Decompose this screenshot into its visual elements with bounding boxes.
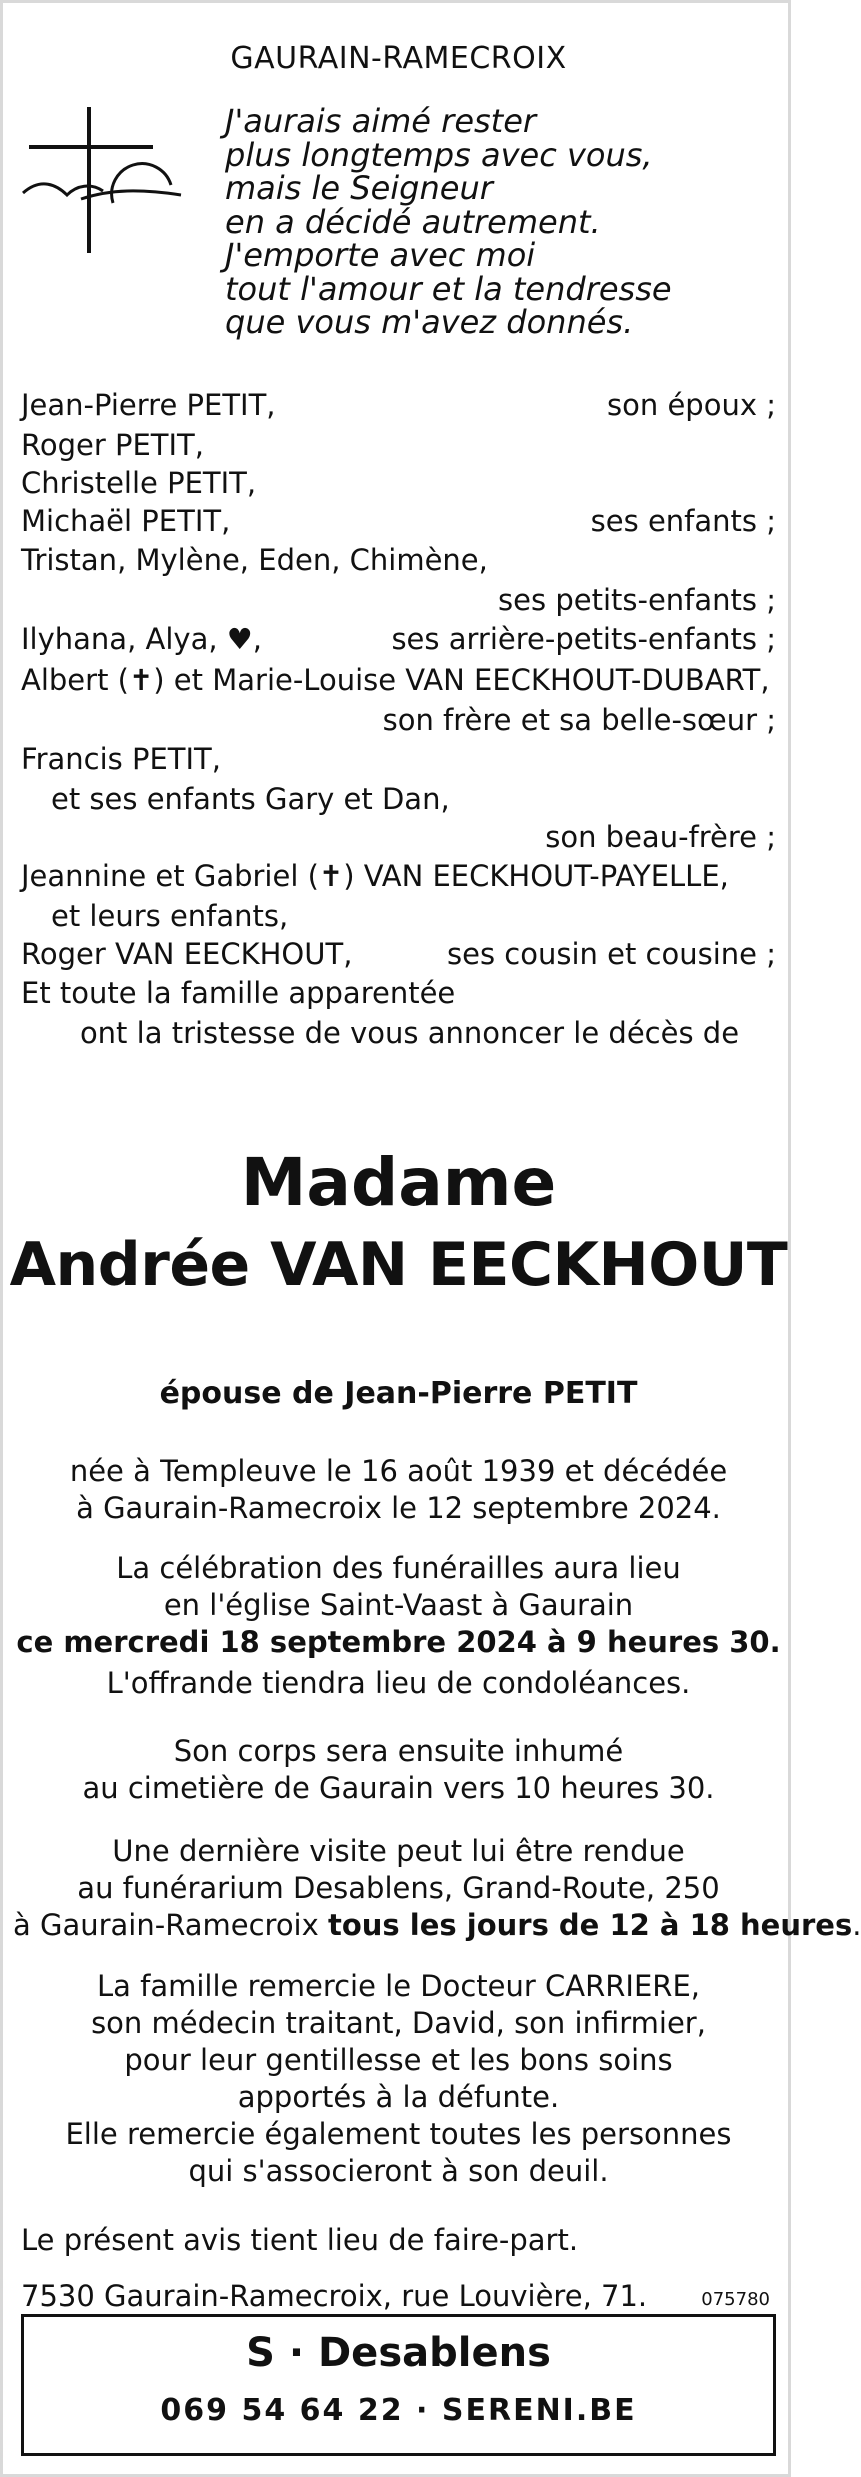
family-member: Christelle PETIT,	[21, 466, 257, 500]
family-row	[21, 619, 776, 660]
faire-part-notice: Le présent avis tient lieu de faire-part.	[21, 2223, 579, 2257]
text-line: au funérarium Desablens, Grand-Route, 250	[77, 1871, 720, 1905]
family-relation: ses enfants ;	[590, 504, 776, 538]
text-line: apportés à la défunte.	[237, 2080, 560, 2114]
family-row	[21, 581, 776, 619]
funeral-date: ce mercredi 18 septembre 2024 à 9 heures 30.	[16, 1625, 781, 1659]
family-row	[21, 818, 776, 856]
deceased-name: Andrée VAN EECKHOUT	[9, 1230, 788, 1300]
family-relation: ses arrière-petits-enfants ;	[391, 622, 776, 656]
family-row	[21, 426, 776, 464]
burial-paragraph	[13, 1733, 784, 1807]
poem-line: J'emporte avec moi	[225, 236, 536, 274]
family-member: Jean-Pierre PETIT,	[21, 388, 276, 422]
deceased-title: Madame	[240, 1144, 557, 1221]
family-row	[21, 739, 776, 780]
family-member: Roger PETIT,	[21, 428, 204, 462]
town-heading: GAURAIN-RAMECROIX	[230, 41, 567, 76]
poem-line: en a décidé autrement.	[225, 202, 601, 241]
text-line: Une dernière visite peut lui être rendue	[112, 1834, 685, 1868]
address-line: 7530 Gaurain-Ramecroix, rue Louvière, 71.	[21, 2279, 648, 2313]
announcement-line	[21, 1014, 776, 1052]
text-line: qui s'associeront à son deuil.	[188, 2154, 609, 2188]
text-line: à Gaurain-Ramecroix le 12 septembre 2024.	[76, 1491, 721, 1525]
spouse-line: épouse de Jean-Pierre PETIT	[159, 1376, 638, 1411]
family-row	[21, 897, 776, 935]
family-row	[21, 464, 776, 502]
family-row	[21, 502, 776, 540]
poem-line: que vous m'avez donnés.	[225, 303, 634, 341]
text-line: en l'église Saint-Vaast à Gaurain	[163, 1588, 634, 1622]
family-member: Tristan, Mylène, Eden, Chimène,	[21, 543, 488, 577]
funeral-home-logo	[21, 2314, 776, 2456]
funeral-home-contact: 069 54 64 22 · SERENI.BE	[160, 2393, 637, 2428]
text-line	[13, 1907, 861, 1944]
text-line: Elle remercie également toutes les personnes	[65, 2117, 732, 2151]
visit-hours: tous les jours de 12 à 18 heures	[328, 1908, 853, 1942]
text-line: née à Templeuve le 16 août 1939 et décédée	[69, 1454, 728, 1488]
visit-place: à Gaurain-Ramecroix	[13, 1908, 328, 1942]
announcement-text: ont la tristesse de vous annoncer le décès de	[79, 1016, 740, 1050]
family-row	[21, 935, 776, 973]
family-row	[21, 660, 776, 701]
thanks-paragraph	[13, 1968, 784, 2190]
poem-line: J'aurais aimé rester	[225, 102, 537, 140]
family-relation: son beau-frère ;	[545, 820, 776, 854]
text-line: La célébration des funérailles aura lieu	[116, 1551, 681, 1585]
family-row	[21, 856, 776, 897]
funeral-home-brand: S · Desablens	[246, 2330, 551, 2376]
family-member: Francis PETIT,	[21, 742, 221, 776]
text-line: pour leur gentillesse et les bons soins	[124, 2043, 673, 2077]
visit-period: .	[852, 1908, 861, 1942]
family-list	[21, 385, 776, 1052]
family-row	[21, 701, 776, 739]
family-member: et ses enfants Gary et Dan,	[51, 782, 450, 816]
text-line: son médecin traitant, David, son infirmier,	[91, 2006, 706, 2040]
poem-line: tout l'amour et la tendresse	[225, 269, 672, 308]
text-line: au cimetière de Gaurain vers 10 heures 30.	[82, 1771, 715, 1805]
family-member: Michaël PETIT,	[21, 504, 231, 538]
family-member: et leurs enfants,	[51, 899, 289, 933]
text-line: L'offrande tiendra lieu de condoléances.	[106, 1666, 691, 1700]
family-member: Et toute la famille apparentée	[21, 976, 456, 1010]
poem	[225, 102, 672, 341]
family-row	[21, 385, 776, 426]
family-row	[21, 973, 776, 1014]
family-row	[21, 540, 776, 581]
birth-death-paragraph	[13, 1453, 784, 1527]
family-member: Albert (✝) et Marie-Louise VAN EECKHOUT-DUBART,	[21, 663, 770, 697]
family-row	[21, 780, 776, 818]
family-relation: ses cousin et cousine ;	[447, 937, 776, 971]
cross-sunrise-icon	[21, 105, 191, 255]
reference-number: 075780	[701, 2289, 770, 2310]
text-line: La famille remercie le Docteur CARRIERE,	[97, 1969, 700, 2003]
text-line: Son corps sera ensuite inhumé	[173, 1734, 624, 1768]
family-member: Roger VAN EECKHOUT,	[21, 937, 353, 971]
family-member: Jeannine et Gabriel (✝) VAN EECKHOUT-PAYELLE,	[21, 859, 729, 893]
poem-line: mais le Seigneur	[225, 169, 493, 207]
family-relation: son frère et sa belle-sœur ;	[382, 703, 776, 737]
family-relation: son époux ;	[607, 388, 776, 422]
funeral-paragraph	[13, 1550, 784, 1702]
family-member: Ilyhana, Alya, ♥,	[21, 622, 262, 656]
family-relation: ses petits-enfants ;	[498, 583, 776, 617]
visit-paragraph	[13, 1833, 861, 1944]
poem-line: plus longtemps avec vous,	[225, 135, 653, 174]
